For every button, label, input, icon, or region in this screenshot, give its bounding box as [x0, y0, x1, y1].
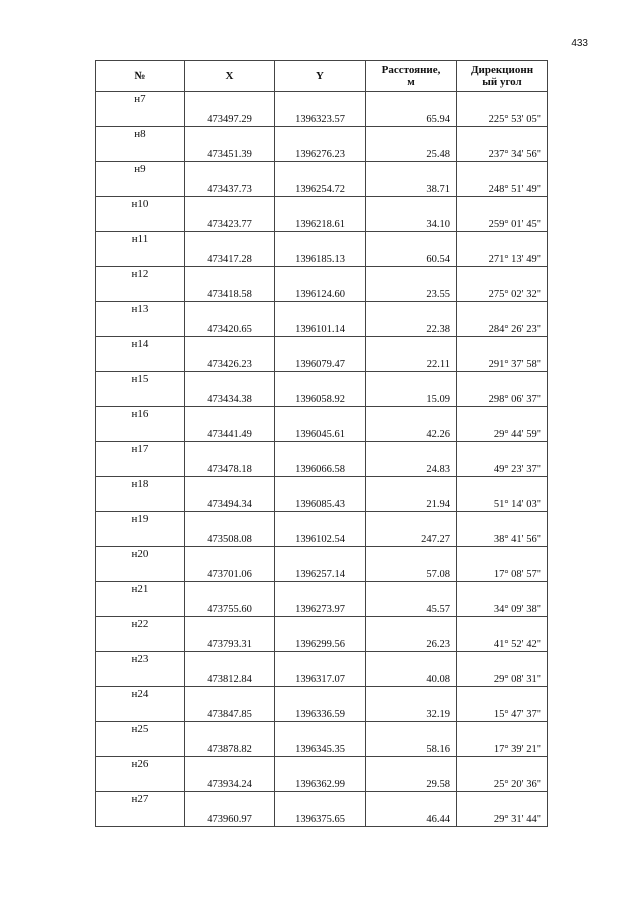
- cell-y: 1396218.61: [275, 214, 366, 232]
- cell-direction-angle: 15° 47' 37": [457, 704, 548, 722]
- cell-x: 473701.06: [185, 564, 275, 582]
- cell-y: 1396079.47: [275, 354, 366, 372]
- cell-spacer: [457, 687, 548, 705]
- cell-spacer: [275, 267, 366, 285]
- cell-spacer: [185, 652, 275, 670]
- cell-spacer: [457, 547, 548, 565]
- cell-spacer: [275, 92, 366, 110]
- cell-distance: 22.38: [366, 319, 457, 337]
- cell-direction-angle: 34° 09' 38": [457, 599, 548, 617]
- cell-x: 473755.60: [185, 599, 275, 617]
- cell-distance: 34.10: [366, 214, 457, 232]
- cell-spacer: [457, 127, 548, 145]
- table-row: [96, 617, 548, 635]
- cell-x: 473847.85: [185, 704, 275, 722]
- cell-point-label: н18: [96, 477, 185, 512]
- cell-point-label: н16: [96, 407, 185, 442]
- cell-spacer: [457, 337, 548, 355]
- cell-spacer: [185, 477, 275, 495]
- table-row: [96, 512, 548, 530]
- cell-point-label: н20: [96, 547, 185, 582]
- cell-spacer: [275, 232, 366, 250]
- cell-spacer: [366, 267, 457, 285]
- page-number: 433: [571, 38, 588, 49]
- table-row: [96, 232, 548, 250]
- cell-spacer: [185, 582, 275, 600]
- cell-spacer: [275, 127, 366, 145]
- cell-point-label: н26: [96, 757, 185, 792]
- cell-direction-angle: 29° 08' 31": [457, 669, 548, 687]
- cell-spacer: [185, 792, 275, 810]
- cell-spacer: [275, 547, 366, 565]
- table-row: [96, 582, 548, 600]
- cell-direction-angle: 271° 13' 49": [457, 249, 548, 267]
- cell-y: 1396345.35: [275, 739, 366, 757]
- cell-spacer: [457, 372, 548, 390]
- cell-x: 473426.23: [185, 354, 275, 372]
- cell-spacer: [457, 477, 548, 495]
- cell-spacer: [185, 617, 275, 635]
- coordinates-table: [95, 60, 548, 827]
- cell-distance: 60.54: [366, 249, 457, 267]
- cell-spacer: [366, 792, 457, 810]
- cell-distance: 40.08: [366, 669, 457, 687]
- cell-spacer: [185, 162, 275, 180]
- cell-x: 473451.39: [185, 144, 275, 162]
- table-row: [96, 337, 548, 355]
- cell-spacer: [457, 267, 548, 285]
- cell-y: 1396124.60: [275, 284, 366, 302]
- cell-spacer: [185, 442, 275, 460]
- cell-y: 1396101.14: [275, 319, 366, 337]
- cell-direction-angle: 51° 14' 03": [457, 494, 548, 512]
- cell-distance: 24.83: [366, 459, 457, 477]
- cell-point-label: н25: [96, 722, 185, 757]
- header-y: Y: [275, 61, 366, 92]
- cell-y: 1396299.56: [275, 634, 366, 652]
- table-row: [96, 792, 548, 810]
- cell-spacer: [185, 232, 275, 250]
- cell-direction-angle: 25° 20' 36": [457, 774, 548, 792]
- cell-spacer: [457, 302, 548, 320]
- cell-spacer: [457, 442, 548, 460]
- cell-spacer: [457, 92, 548, 110]
- table-row: [96, 652, 548, 670]
- cell-spacer: [366, 582, 457, 600]
- cell-spacer: [185, 687, 275, 705]
- cell-spacer: [366, 372, 457, 390]
- table-row: [96, 372, 548, 390]
- table-row: [96, 162, 548, 180]
- header-distance-line1: Расстояние,: [381, 64, 441, 76]
- cell-distance: 58.16: [366, 739, 457, 757]
- cell-point-label: н23: [96, 652, 185, 687]
- cell-spacer: [366, 722, 457, 740]
- cell-point-label: н21: [96, 582, 185, 617]
- cell-spacer: [457, 757, 548, 775]
- cell-spacer: [275, 582, 366, 600]
- cell-y: 1396102.54: [275, 529, 366, 547]
- header-angle-line2: ый угол: [482, 76, 522, 88]
- table-row: [96, 197, 548, 215]
- cell-x: 473441.49: [185, 424, 275, 442]
- cell-spacer: [366, 232, 457, 250]
- cell-direction-angle: 291° 37' 58": [457, 354, 548, 372]
- cell-spacer: [366, 652, 457, 670]
- cell-spacer: [457, 722, 548, 740]
- cell-x: 473417.28: [185, 249, 275, 267]
- cell-point-label: н9: [96, 162, 185, 197]
- cell-spacer: [185, 512, 275, 530]
- cell-spacer: [457, 792, 548, 810]
- cell-y: 1396066.58: [275, 459, 366, 477]
- cell-spacer: [457, 652, 548, 670]
- cell-y: 1396276.23: [275, 144, 366, 162]
- cell-spacer: [185, 372, 275, 390]
- cell-spacer: [275, 512, 366, 530]
- cell-spacer: [185, 92, 275, 110]
- cell-spacer: [185, 197, 275, 215]
- cell-distance: 23.55: [366, 284, 457, 302]
- cell-point-label: н11: [96, 232, 185, 267]
- cell-spacer: [275, 617, 366, 635]
- cell-x: 473508.08: [185, 529, 275, 547]
- cell-spacer: [366, 687, 457, 705]
- cell-spacer: [366, 197, 457, 215]
- header-direction-angle: [457, 61, 548, 92]
- cell-direction-angle: 248° 51' 49": [457, 179, 548, 197]
- cell-spacer: [457, 232, 548, 250]
- cell-distance: 46.44: [366, 809, 457, 827]
- cell-spacer: [275, 302, 366, 320]
- cell-spacer: [185, 757, 275, 775]
- table-row: [96, 302, 548, 320]
- cell-spacer: [366, 442, 457, 460]
- cell-spacer: [275, 757, 366, 775]
- cell-point-label: н27: [96, 792, 185, 827]
- cell-y: 1396058.92: [275, 389, 366, 407]
- cell-spacer: [185, 547, 275, 565]
- cell-spacer: [366, 302, 457, 320]
- cell-point-label: н7: [96, 92, 185, 127]
- cell-distance: 42.26: [366, 424, 457, 442]
- cell-y: 1396045.61: [275, 424, 366, 442]
- cell-spacer: [366, 547, 457, 565]
- cell-direction-angle: 259° 01' 45": [457, 214, 548, 232]
- cell-spacer: [185, 337, 275, 355]
- cell-direction-angle: 275° 02' 32": [457, 284, 548, 302]
- cell-spacer: [457, 162, 548, 180]
- cell-direction-angle: 17° 08' 57": [457, 564, 548, 582]
- cell-spacer: [275, 407, 366, 425]
- cell-spacer: [275, 792, 366, 810]
- cell-distance: 26.23: [366, 634, 457, 652]
- cell-point-label: н8: [96, 127, 185, 162]
- cell-direction-angle: 29° 31' 44": [457, 809, 548, 827]
- cell-direction-angle: 49° 23' 37": [457, 459, 548, 477]
- cell-direction-angle: 284° 26' 23": [457, 319, 548, 337]
- cell-spacer: [366, 757, 457, 775]
- cell-spacer: [366, 512, 457, 530]
- cell-x: 473478.18: [185, 459, 275, 477]
- cell-x: 473423.77: [185, 214, 275, 232]
- cell-y: 1396185.13: [275, 249, 366, 267]
- cell-spacer: [366, 337, 457, 355]
- cell-direction-angle: 29° 44' 59": [457, 424, 548, 442]
- cell-spacer: [457, 407, 548, 425]
- cell-spacer: [275, 687, 366, 705]
- cell-spacer: [457, 197, 548, 215]
- cell-point-label: н19: [96, 512, 185, 547]
- cell-direction-angle: 225° 53' 05": [457, 109, 548, 127]
- cell-point-label: н15: [96, 372, 185, 407]
- cell-direction-angle: 298° 06' 37": [457, 389, 548, 407]
- table-body: [96, 92, 548, 827]
- cell-y: 1396085.43: [275, 494, 366, 512]
- table-row: [96, 687, 548, 705]
- table-header: [96, 61, 548, 92]
- cell-x: 473437.73: [185, 179, 275, 197]
- cell-point-label: н12: [96, 267, 185, 302]
- cell-spacer: [457, 582, 548, 600]
- cell-distance: 45.57: [366, 599, 457, 617]
- cell-spacer: [366, 477, 457, 495]
- cell-x: 473434.38: [185, 389, 275, 407]
- cell-distance: 22.11: [366, 354, 457, 372]
- cell-x: 473420.65: [185, 319, 275, 337]
- cell-spacer: [457, 512, 548, 530]
- cell-direction-angle: 237° 34' 56": [457, 144, 548, 162]
- cell-x: 473960.97: [185, 809, 275, 827]
- cell-spacer: [366, 162, 457, 180]
- cell-direction-angle: 41° 52' 42": [457, 634, 548, 652]
- header-distance: [366, 61, 457, 92]
- cell-distance: 15.09: [366, 389, 457, 407]
- table-row: [96, 92, 548, 110]
- cell-distance: 25.48: [366, 144, 457, 162]
- cell-spacer: [275, 197, 366, 215]
- cell-spacer: [185, 267, 275, 285]
- cell-spacer: [366, 127, 457, 145]
- cell-point-label: н24: [96, 687, 185, 722]
- header-angle-line1: Дирекционн: [470, 64, 534, 76]
- cell-point-label: н17: [96, 442, 185, 477]
- table-row: [96, 547, 548, 565]
- cell-x: 473497.29: [185, 109, 275, 127]
- cell-y: 1396273.97: [275, 599, 366, 617]
- cell-spacer: [366, 92, 457, 110]
- cell-spacer: [275, 652, 366, 670]
- cell-point-label: н14: [96, 337, 185, 372]
- cell-distance: 32.19: [366, 704, 457, 722]
- cell-x: 473418.58: [185, 284, 275, 302]
- table-row: [96, 407, 548, 425]
- cell-y: 1396317.07: [275, 669, 366, 687]
- cell-x: 473494.34: [185, 494, 275, 512]
- cell-spacer: [366, 407, 457, 425]
- cell-spacer: [185, 302, 275, 320]
- cell-distance: 38.71: [366, 179, 457, 197]
- cell-spacer: [275, 337, 366, 355]
- cell-x: 473934.24: [185, 774, 275, 792]
- cell-spacer: [457, 617, 548, 635]
- table-row: [96, 722, 548, 740]
- cell-distance: 29.58: [366, 774, 457, 792]
- cell-spacer: [275, 722, 366, 740]
- cell-distance: 57.08: [366, 564, 457, 582]
- cell-spacer: [185, 407, 275, 425]
- table-row: [96, 267, 548, 285]
- cell-y: 1396362.99: [275, 774, 366, 792]
- cell-spacer: [275, 477, 366, 495]
- cell-direction-angle: 38° 41' 56": [457, 529, 548, 547]
- cell-distance: 65.94: [366, 109, 457, 127]
- cell-direction-angle: 17° 39' 21": [457, 739, 548, 757]
- cell-point-label: н10: [96, 197, 185, 232]
- cell-spacer: [185, 127, 275, 145]
- table-row: [96, 127, 548, 145]
- header-number: №: [96, 61, 185, 92]
- cell-distance: 247.27: [366, 529, 457, 547]
- cell-point-label: н22: [96, 617, 185, 652]
- header-distance-line2: м: [407, 76, 415, 88]
- cell-spacer: [275, 442, 366, 460]
- cell-x: 473812.84: [185, 669, 275, 687]
- cell-spacer: [185, 722, 275, 740]
- table-row: [96, 757, 548, 775]
- cell-y: 1396375.65: [275, 809, 366, 827]
- cell-x: 473793.31: [185, 634, 275, 652]
- table-row: [96, 477, 548, 495]
- table-row: [96, 442, 548, 460]
- cell-y: 1396336.59: [275, 704, 366, 722]
- cell-y: 1396257.14: [275, 564, 366, 582]
- cell-y: 1396323.57: [275, 109, 366, 127]
- cell-spacer: [275, 372, 366, 390]
- cell-distance: 21.94: [366, 494, 457, 512]
- header-x: X: [185, 61, 275, 92]
- cell-spacer: [366, 617, 457, 635]
- cell-spacer: [275, 162, 366, 180]
- cell-point-label: н13: [96, 302, 185, 337]
- cell-x: 473878.82: [185, 739, 275, 757]
- cell-y: 1396254.72: [275, 179, 366, 197]
